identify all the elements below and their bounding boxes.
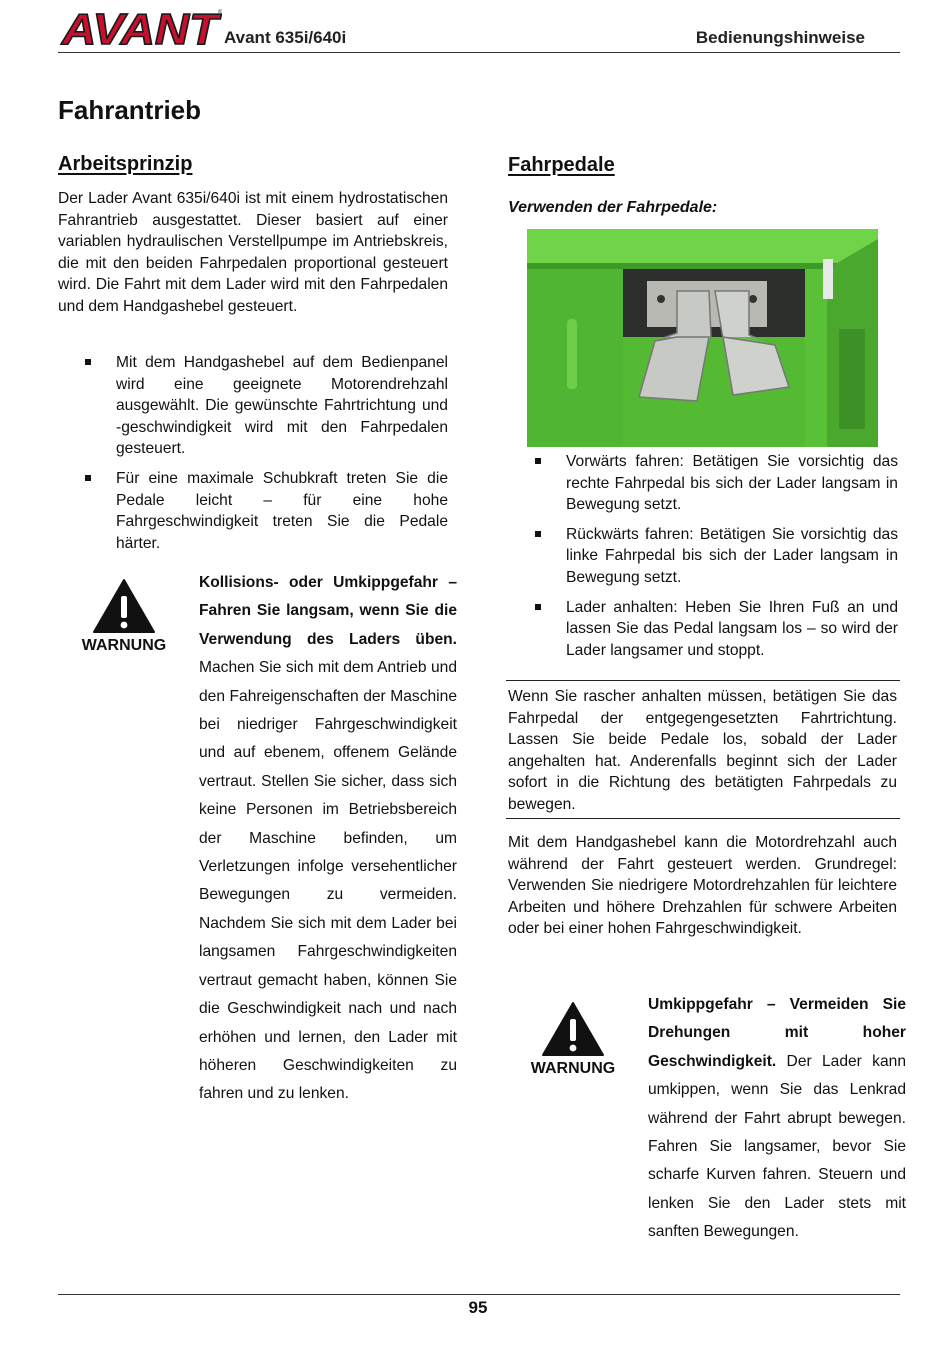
warning-triangle-icon — [92, 578, 156, 634]
list-item — [508, 451, 898, 516]
page-number: 95 — [468, 1298, 488, 1317]
intro-paragraph: Der Lader Avant 635i/640i ist mit einem hydrostatischen Fahrantrieb ausgestattet. Dieser basiert auf einer variablen hydraulischen Verstellpumpe im Antriebskreis, die mit den beiden Fahrpedalen proportional gesteuert wird. Die Fahrt mit dem Lader wird mit den Fahrpedalen und dem Handgashebel gesteuert. — [58, 190, 448, 315]
warning-triangle-icon — [541, 1001, 605, 1057]
left-bullet-list — [58, 352, 448, 562]
note-divider-bottom — [506, 818, 900, 819]
warning-bold: Kollisions- oder Umkippgefahr – Fahren Sie langsam, wenn Sie die Verwendung des Laders üben. — [199, 574, 457, 648]
list-item-text: Rückwärts fahren: Betätigen Sie vorsichtig das linke Fahrpedal bis sich der Lader langsam in Bewegung setzt. — [566, 525, 898, 586]
list-item-text: Mit dem Handgashebel auf dem Bedienpanel wird eine geeignete Motorendrehzahl ausgewählt. Die gewünschte Fahrtrichtung und -geschwindigkeit wird mit den Fahrpedalen gesteuert. — [116, 354, 448, 458]
model-name: Avant 635i/640i — [224, 28, 347, 47]
avant-logo-text: AVANT — [60, 6, 222, 48]
warning-text-collision — [199, 569, 457, 1109]
square-bullet-icon — [535, 458, 541, 464]
square-bullet-icon — [535, 604, 541, 610]
heading-fahrpedale: Fahrpedale — [508, 154, 615, 176]
svg-text:®: ® — [218, 10, 222, 16]
warning-text-tipping — [648, 991, 906, 1247]
warning-body: Der Lader kann umkippen, wenn Sie das Lenkrad während der Fahrt abrupt bewegen. Fahren Sie langsamer, bevor Sie scharfe Kurven fahren. Steuern und lenken Sie den Lader stets mit sanften Bewegungen. — [648, 1052, 906, 1241]
right-bullet-list — [508, 451, 898, 669]
list-item-text: Für eine maximale Schubkraft treten Sie die Pedale leicht – für eine hohe Fahrgeschwindigkeit treten Sie die Pedale härter. — [116, 469, 448, 552]
note-divider-top — [506, 680, 900, 681]
heading-arbeitsprinzip: Arbeitsprinzip — [58, 153, 193, 175]
subheading-use-pedals: Verwenden der Fahrpedale: — [508, 199, 718, 216]
list-item-text: Vorwärts fahren: Betätigen Sie vorsichtig das rechte Fahrpedal bis sich der Lader langsam in Bewegung setzt. — [566, 453, 898, 514]
page-title: Fahrantrieb — [58, 95, 202, 125]
square-bullet-icon — [85, 475, 91, 481]
avant-logo — [58, 6, 222, 48]
header-divider — [58, 52, 900, 53]
warning-body: Machen Sie sich mit dem Antrieb und den Fahreigenschaften der Maschine bei niedriger Fahrgeschwindigkeit und auf ebenem, offenem Gelände vertraut. Stellen Sie sicher, dass sich keine Personen im Betriebsbereich der Maschine befinden, um Verletzungen infolge versehentlicher Bewegungen zu vermeiden. Nachdem Sie sich mit dem Lader bei langsamen Fahrgeschwindigkeiten vertraut gemacht haben, können Sie die Geschwindigkeit nach und nach erhöhen und lernen, den Lader mit höheren Geschwindigkeiten zu fahren und zu lenken. — [199, 659, 457, 1103]
list-item — [58, 352, 448, 460]
square-bullet-icon — [535, 531, 541, 537]
list-item — [508, 524, 898, 589]
pedal-photo — [527, 229, 878, 447]
handgas-note-paragraph: Mit dem Handgashebel kann die Motordrehzahl auch während der Fahrt gesteuert werden. Grundregel: Verwenden Sie niedrigere Motordrehzahlen für leichtere Arbeiten und höhere Drehzahlen für schwere Arbeiten oder bei einer hohen Fahrgeschwindigkeit. — [508, 834, 897, 938]
warning-bold: Umkippgefahr – Vermeiden Sie Drehungen mit hoher Geschwindigkeit. — [648, 996, 906, 1070]
list-item — [508, 597, 898, 662]
square-bullet-icon — [85, 359, 91, 365]
list-item-text: Lader anhalten: Heben Sie Ihren Fuß an und lassen Sie das Pedal langsam los – so wird der Lader langsamer und stoppt. — [566, 598, 898, 659]
list-item — [58, 468, 448, 554]
footer-divider — [58, 1294, 900, 1295]
section-name: Bedienungshinweise — [695, 28, 865, 47]
warning-label: WARNUNG — [530, 1060, 616, 1077]
stop-note-paragraph: Wenn Sie rascher anhalten müssen, betätigen Sie das Fahrpedal der entgegengesetzten Fahrtrichtung. Lassen Sie beide Pedale los, sobald der Lader angehalten hat. Anderenfalls beginnt sich der Lader sofort in die Richtung des betätigten Fahrpedals zu bewegen. — [508, 688, 897, 813]
warning-label: WARNUNG — [81, 637, 167, 654]
